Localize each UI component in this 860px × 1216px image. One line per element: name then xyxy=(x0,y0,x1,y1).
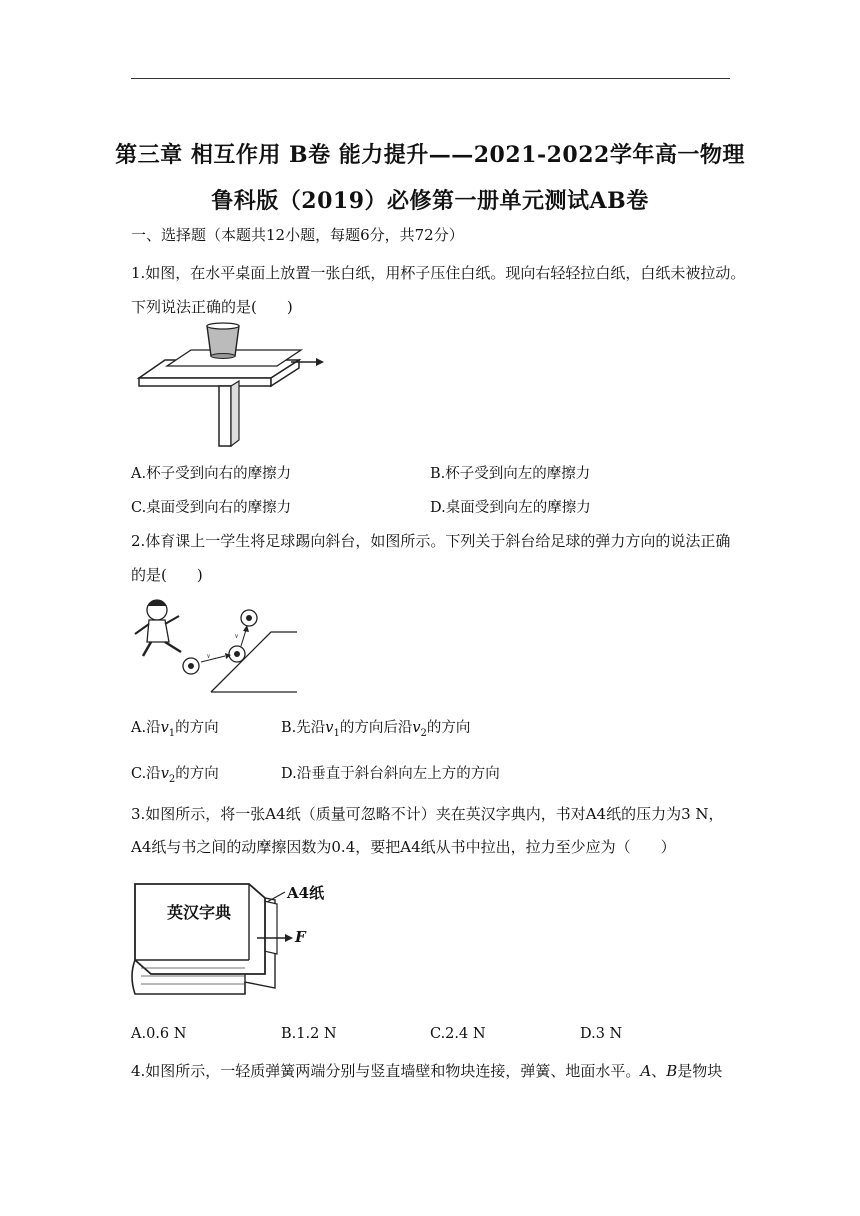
q3-stem-line1: 3.如图所示，将一张A4纸（质量可忽略不计）夹在英汉字典内，书对A4纸的压力为3 N， xyxy=(131,805,724,823)
q1-stem-line1: 1.如图，在水平桌面上放置一张白纸，用杯子压住白纸。现向右轻轻拉白纸，白纸未被拉动。 xyxy=(131,264,746,282)
q2-stem-line2: 的是( ) xyxy=(131,566,203,584)
q1-option-a[interactable]: A.杯子受到向右的摩擦力 xyxy=(131,466,292,482)
svg-text:v: v xyxy=(235,632,239,640)
dictionary-label: 英汉字典 xyxy=(167,903,232,922)
q3-option-d[interactable]: D.3 N xyxy=(580,1026,623,1042)
q3-figure-dictionary xyxy=(127,876,357,1008)
q2-option-a[interactable]: A.沿$v_1$的方向 xyxy=(131,720,219,739)
q1-option-b[interactable]: B.杯子受到向左的摩擦力 xyxy=(430,466,591,482)
q2-option-d[interactable]: D.沿垂直于斜台斜向左上方的方向 xyxy=(281,766,500,782)
q3-stem-line2: A4纸与书之间的动摩擦因数为0.4，要把A4纸从书中拉出，拉力至少应为（ ） xyxy=(131,838,676,856)
q3-option-a[interactable]: A.0.6 N xyxy=(131,1026,187,1042)
a4-paper-label: A4纸 xyxy=(287,884,325,902)
q1-stem-line2: 下列说法正确的是( ) xyxy=(131,298,293,316)
q1-option-c[interactable]: C.桌面受到向右的摩擦力 xyxy=(131,500,292,516)
q2-stem-line1: 2.体育课上一学生将足球踢向斜台，如图所示。下列关于斜台给足球的弹力方向的说法正确 xyxy=(131,532,731,550)
section-heading: 一、选择题（本题共12小题，每题6分，共72分） xyxy=(131,226,464,244)
q3-option-b[interactable]: B.1.2 N xyxy=(281,1026,337,1042)
q1-figure-table-cup xyxy=(131,320,331,450)
q2-option-b[interactable]: B.先沿$v_1$的方向后沿$v_2$的方向 xyxy=(281,720,471,739)
q1-option-d[interactable]: D.桌面受到向左的摩擦力 xyxy=(430,500,591,516)
q3-option-c[interactable]: C.2.4 N xyxy=(430,1026,486,1042)
q2-figure-ball-ramp xyxy=(131,592,301,696)
svg-text:v: v xyxy=(207,652,211,660)
header-rule xyxy=(131,78,730,79)
q2-option-c[interactable]: C.沿$v_2$的方向 xyxy=(131,766,219,785)
page-title-line2: 鲁科版（2019）必修第一册单元测试AB卷 xyxy=(211,188,649,214)
q4-stem-line1: 4.如图所示，一轻质弹簧两端分别与竖直墙壁和物块连接，弹簧、地面水平。A、B是物块 xyxy=(131,1062,723,1080)
force-f-label: F xyxy=(295,928,306,946)
page-title-line1: 第三章 相互作用 B卷 能力提升——2021-2022学年高一物理 xyxy=(115,142,745,168)
